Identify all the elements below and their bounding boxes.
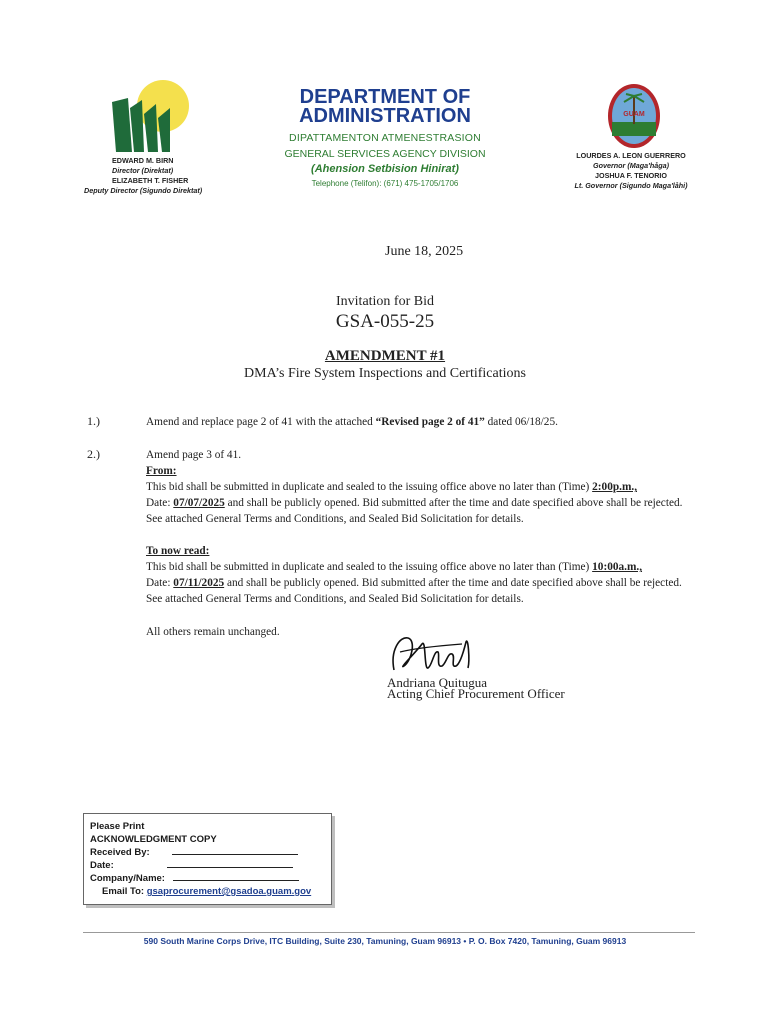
now-date: 07/11/2025 <box>173 577 225 589</box>
email-link[interactable]: gsaprocurement@gsadoa.guam.gov <box>146 886 312 897</box>
date-label: Date: <box>90 860 114 871</box>
others-unchanged: All others remain unchanged. <box>146 626 280 638</box>
ack-title: ACKNOWLEDGMENT COPY <box>90 834 217 845</box>
telephone: Telephone (Telifon): (671) 475-1705/1706 <box>311 179 459 188</box>
department-chamorro: DIPATTAMENTON ATMENESTRASION <box>289 132 481 144</box>
footer-divider <box>83 932 695 933</box>
now-text-2: Date: <box>146 577 174 589</box>
ack-received-by <box>90 846 311 859</box>
signature <box>386 630 476 680</box>
now-paragraph <box>146 559 691 607</box>
bid-number: GSA-055-25 <box>335 311 435 332</box>
email-label: Email To: <box>102 886 145 897</box>
governor-title: Governor (Maga'håga) <box>593 161 669 170</box>
officials-right <box>556 151 706 191</box>
from-time: 2:00p.m., <box>592 481 638 493</box>
from-text-3: and shall be publicly opened. Bid submitted after the time and date specified above shall be rejected. See attached General Terms and Conditions, and Sealed Bid Solicitation for details. <box>146 497 683 525</box>
from-date: 07/07/2025 <box>173 497 225 509</box>
date-field[interactable] <box>167 859 293 868</box>
company-label: Company/Name: <box>90 873 165 884</box>
from-text-1: This bid shall be submitted in duplicate and sealed to the issuing office above no later than (Time) <box>146 481 593 493</box>
from-label: From: <box>146 465 177 477</box>
now-read-label: To now read: <box>146 545 210 557</box>
company-field[interactable] <box>173 872 299 881</box>
ack-date <box>90 859 311 872</box>
amendment-heading: AMENDMENT #1 <box>324 348 446 364</box>
item-number-1: 1.) <box>87 414 100 428</box>
footer-address: 590 South Marine Corps Drive, ITC Building, Suite 230, Tamuning, Guam 96913 • P. O. Box 7420, Tamuning, Guam 96913 <box>143 936 627 946</box>
now-text-1: This bid shall be submitted in duplicate and sealed to the issuing office above no later than (Time) <box>146 561 593 573</box>
ack-please-print: Please Print <box>90 821 145 832</box>
lt-governor-name: JOSHUA F. TENORIO <box>594 171 667 180</box>
ack-company <box>90 872 311 885</box>
officials-left <box>84 156 202 196</box>
invitation-label: Invitation for Bid <box>336 294 434 309</box>
ack-email <box>90 885 311 898</box>
governor-name: LOURDES A. LEON GUERRERO <box>576 151 686 160</box>
deputy-name: ELIZABETH T. FISHER <box>112 176 189 185</box>
department-title <box>260 88 510 126</box>
received-by-label: Received By: <box>90 847 150 858</box>
director-name: EDWARD M. BIRN <box>112 156 174 165</box>
deputy-title: Deputy Director (Sigundo Direktat) <box>84 186 203 195</box>
department-title-line1: DEPARTMENT OF <box>299 86 471 108</box>
letter-date: June 18, 2025 <box>385 244 464 259</box>
item1-text-a: Amend and replace page 2 of 41 with the attached <box>146 416 376 428</box>
director-title: Director (Direktat) <box>112 166 174 175</box>
seal-text: GUAM <box>623 111 645 118</box>
guam-seal-icon <box>600 82 668 150</box>
subject-line: DMA’s Fire System Inspections and Certifications <box>244 366 526 381</box>
item2-intro: Amend page 3 of 41. <box>146 449 242 461</box>
from-paragraph <box>146 479 691 527</box>
signer-name: Andriana Quitugua <box>387 675 488 690</box>
item1-text-bold: “Revised page 2 of 41” <box>375 416 485 428</box>
item1-text-b: dated 06/18/25. <box>484 416 558 428</box>
department-title-line2: ADMINISTRATION <box>299 105 471 127</box>
lt-governor-title: Lt. Governor (Sigundo Maga'låhi) <box>574 181 688 190</box>
now-time: 10:00a.m., <box>592 561 643 573</box>
signer-title: Acting Chief Procurement Officer <box>387 686 565 701</box>
acknowledgment-box <box>83 813 332 905</box>
division-name: GENERAL SERVICES AGENCY DIVISION <box>284 148 486 160</box>
doa-logo <box>108 78 190 152</box>
item-number-2: 2.) <box>87 447 100 461</box>
division-chamorro: (Ahension Setbision Hinirat) <box>311 163 459 175</box>
from-text-2: Date: <box>146 497 174 509</box>
item-text-2 <box>146 447 706 607</box>
letterhead <box>260 88 510 188</box>
received-by-field[interactable] <box>172 846 298 855</box>
now-text-3: and shall be publicly opened. Bid submitted after the time and date specified above shall be rejected. See attached General Terms and Conditions, and Sealed Bid Solicitation for details. <box>146 577 682 605</box>
item-text-1 <box>146 414 558 430</box>
